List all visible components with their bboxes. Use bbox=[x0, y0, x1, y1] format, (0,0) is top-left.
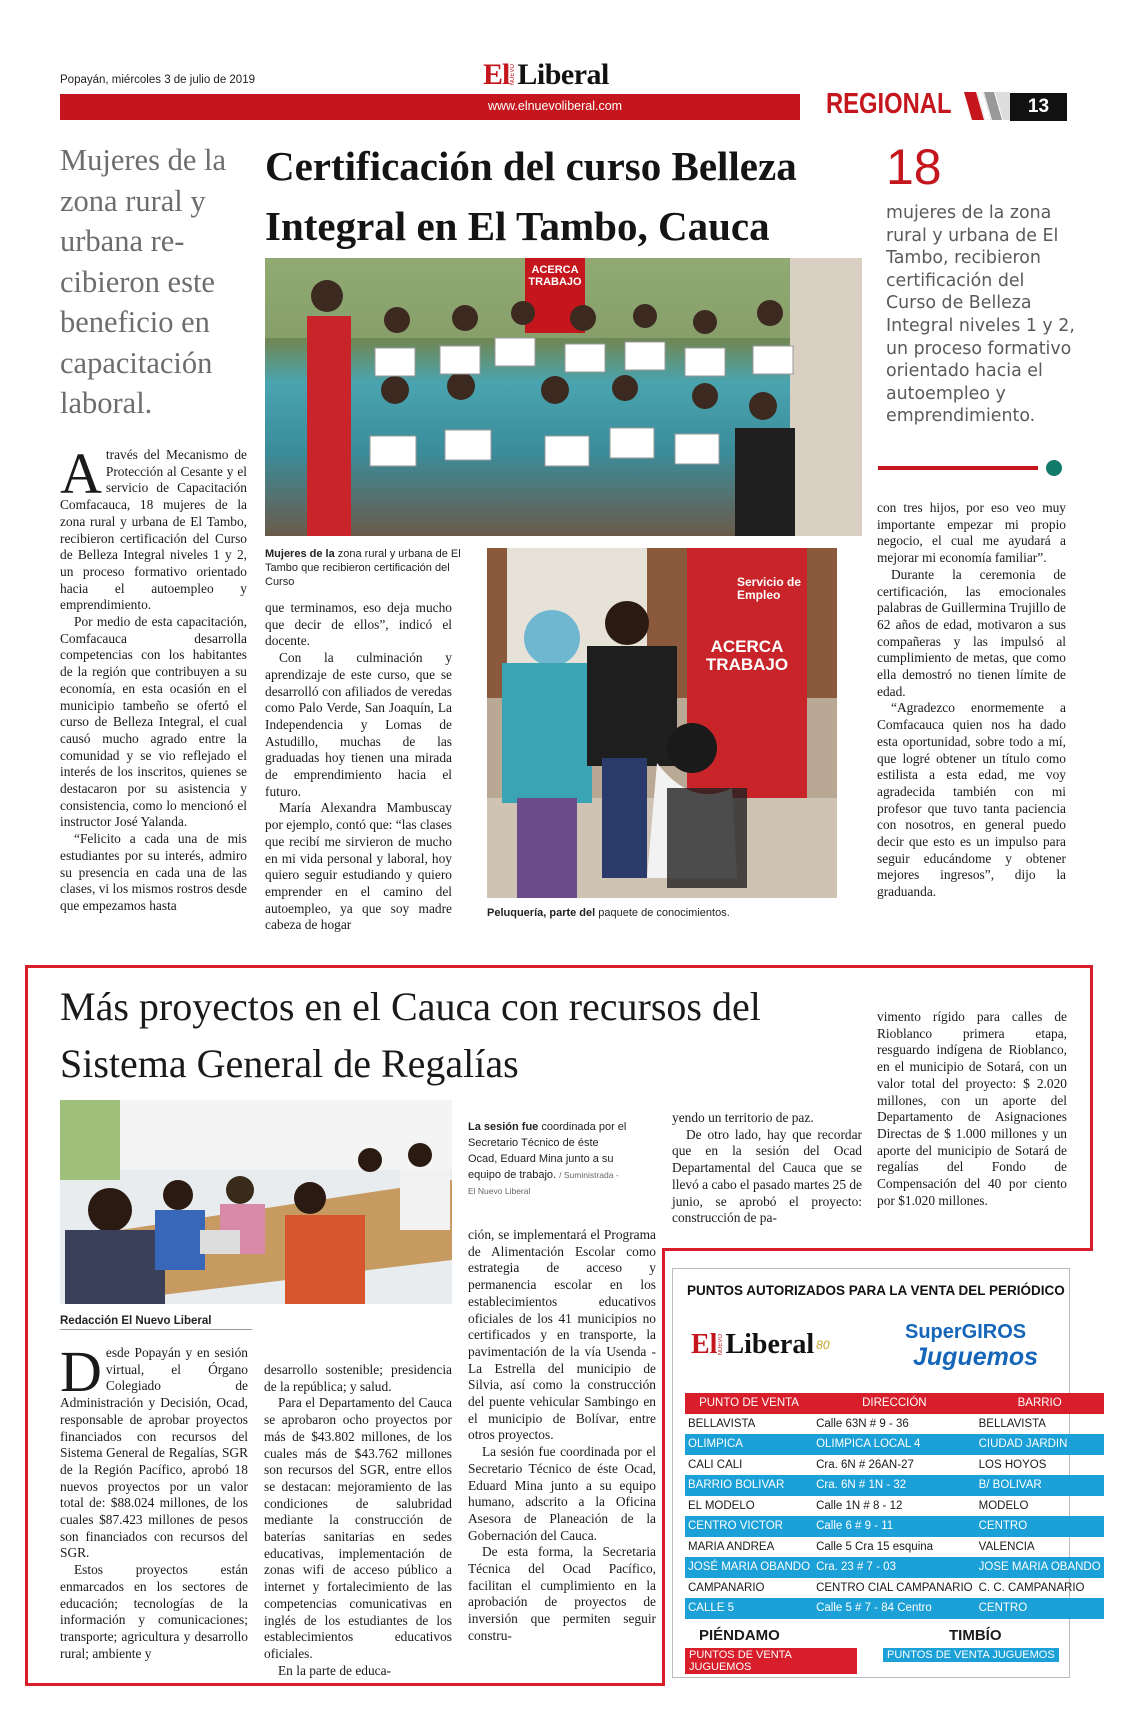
cell-punto: CALLE 5 bbox=[685, 1598, 813, 1619]
cell-punto: EL MODELO bbox=[688, 1499, 755, 1512]
article2-column-3 bbox=[468, 1227, 656, 1645]
table-row bbox=[685, 1475, 1104, 1496]
cell-punto: CENTRO VICTOR bbox=[685, 1516, 813, 1537]
article1-column-1 bbox=[60, 441, 247, 915]
cell-direccion: CENTRO CIAL CAMPANARIO bbox=[816, 1581, 973, 1594]
photo1-banner: ACERCA TRABAJO bbox=[528, 264, 582, 288]
graduates-illustration bbox=[265, 258, 862, 536]
article2-column-4 bbox=[672, 1110, 862, 1227]
article1-col1-p1: través del Mecanismo de Protección al Cesante y el servicio de Capacitación Comfacauca, 18 mujeres de la zona rural y urbana de El Tambo, recibieron certificación del Curso de Belleza Integral niveles 1 y 2, un proceso formativo orientado hacia el autoempleo y emprendimiento. bbox=[60, 447, 247, 613]
sales-points-ad bbox=[672, 1268, 1101, 1678]
article2-column-2 bbox=[264, 1362, 452, 1679]
cell-punto: BARRIO BOLIVAR bbox=[685, 1475, 813, 1496]
cell-barrio: LOS HOYOS bbox=[978, 1458, 1047, 1471]
table-row bbox=[685, 1578, 1104, 1599]
stat-number: 18 bbox=[886, 139, 942, 195]
article2-col2-p1: desarrollo sostenible; presidencia de la república; y salud. bbox=[264, 1362, 452, 1394]
article1-dropcap: A bbox=[60, 441, 102, 506]
article2-byline: Redacción El Nuevo Liberal bbox=[60, 1315, 252, 1330]
sales-points-table-wrap bbox=[685, 1393, 1101, 1619]
article2-col1-p2: Estos proyectos están enmarcados en los sectores de educación; tecnologías de la información y comunicaciones; transporte; agricultura y desarrollo rural; ambiente y bbox=[60, 1562, 248, 1661]
cell-barrio: B/ BOLIVAR bbox=[976, 1475, 1104, 1496]
cell-direccion: Calle 6 # 9 - 11 bbox=[813, 1516, 976, 1537]
article1-col3-p3: “Agradezco enormemente a Comfacauca quien nos ha dado esta oportunidad, sobre todo a mí, que logré obtener un título como estilista a esta edad, me voy agradecida también con mi profesor que tuvo tanta paciencia con nosotros, en general puedo decir que esto es un impulso para seguir educándome y obtener mejores ingresos”, dijo la graduanda. bbox=[877, 700, 1066, 900]
cell-barrio: JOSE MARIA OBANDO bbox=[976, 1557, 1104, 1578]
table-row bbox=[685, 1557, 1104, 1578]
article1-col2-p3: María Alexandra Mambuscay por ejemplo, contó que: “las clases que recibí me sirvieron de mucho en mi vida personal y laboral, hoy quiero seguir estudiando y quiero emprender en el camino del autoempleo, ya que soy madre cabeza de hogar bbox=[265, 800, 452, 933]
article2-photo-caption bbox=[468, 1119, 628, 1199]
cell-direccion: Cra. 6N # 26AN-27 bbox=[816, 1458, 914, 1471]
ad-title: PUNTOS AUTORIZADOS PARA LA VENTA DEL PERIÓDICO bbox=[687, 1283, 1065, 1298]
header-punto: PUNTO DE VENTA bbox=[699, 1397, 799, 1410]
article2-dropcap: D bbox=[60, 1339, 102, 1404]
article1-col1-p2: Por medio de esta capacitación, Comfacauca desarrolla competencias con los habitantes de la región que contribuyen a su economía, en esta ocasión en el municipio tambeño se ofertó el curso de Belleza Integral, el cual causó mucho agrado entre la comunidad y se vio reflejado el interés de los inscritos, quienes se destacaron por su asistencia y consistencia, como lo mencionó el instructor José Yalanda. bbox=[60, 614, 247, 830]
cell-direccion: Cra. 6N # 1N - 32 bbox=[813, 1475, 976, 1496]
article2-col5-p1: vimento rígido para calles de Rioblanco primera etapa, resguardo indígena de Rioblanco, en el municipio de Sotará, con un valor total del proyecto: $ 2.020 millones, con un aporte del Departamento de Asignaciones Directas de $ 1.000 millones y un aporte del municipio de Sotará de regalías del Fondo de Compensación del 40 por ciento por $1.020 millones. bbox=[877, 1009, 1067, 1208]
photo2-banner-acerca: ACERCA TRABAJO bbox=[705, 637, 789, 674]
table-row bbox=[685, 1414, 1104, 1435]
cell-direccion: Calle 1N # 8 - 12 bbox=[816, 1499, 903, 1512]
meeting-illustration bbox=[60, 1100, 452, 1304]
page-number: 13 bbox=[1010, 93, 1067, 121]
logo-el: El bbox=[483, 58, 510, 91]
cell-direccion: Cra. 23 # 7 - 03 bbox=[813, 1557, 976, 1578]
logo-liberal: Liberal bbox=[517, 58, 609, 91]
article2-column-5 bbox=[877, 1009, 1067, 1209]
article2-photo-meeting bbox=[60, 1100, 452, 1304]
footer-timbio-title: TIMBÍO bbox=[949, 1627, 1002, 1644]
header-red-bar bbox=[60, 94, 800, 120]
cell-barrio: C. C. CAMPANARIO bbox=[978, 1581, 1085, 1594]
cell-direccion: Calle 5 Cra 15 esquina bbox=[816, 1540, 934, 1553]
article1-col2-p2: Con la culminación y aprendizaje de este curso, que se desarrolló con afiliados de veredas como Palo Verde, San Joaquín, La Independencia y Lomas de Astudillo, muchas de las graduadas hoy tienen una mirada de emprendimiento hacia el futuro. bbox=[265, 650, 452, 799]
article2-col4-p2: De otro lado, hay que recordar que en la sesión del Ocad Departamental del Cauca que se llevó a cabo el pasado martes 25 de junio, se aprobó el proyecto: construcción de pa- bbox=[672, 1126, 862, 1226]
article1-photo2-caption bbox=[487, 906, 847, 920]
supergiros-logo: SuperGIROS bbox=[905, 1321, 1027, 1343]
sales-points-table bbox=[685, 1393, 1104, 1619]
article2-photo-credit: / Suministrada - El Nuevo Liberal bbox=[468, 1170, 619, 1196]
table-row bbox=[685, 1537, 1104, 1558]
article1-col3-p2: Durante la ceremonia de certificación, las emocionales palabras de Guillermina Trujillo de 62 años de edad, motivaron a sus compañeras y las impulsó al cumplimiento de metas, que como ella demostró no tienen límite de edad. bbox=[877, 566, 1066, 699]
article1-col3-p1: con tres hijos, por eso veo muy importante empezar mi propio negocio, el cual me ayudará a mejorar mi economía familiar”. bbox=[877, 500, 1066, 566]
article1-column-2 bbox=[265, 600, 452, 934]
header-barrio: BARRIO bbox=[1017, 1397, 1062, 1410]
footer-piendamo-title: PIÉNDAMO bbox=[699, 1627, 780, 1644]
cell-barrio: MODELO bbox=[978, 1499, 1029, 1512]
cell-barrio: VALENCIA bbox=[978, 1540, 1035, 1553]
ad-logo-liberal: Liberal bbox=[725, 1329, 815, 1360]
cell-direccion: Calle 63N # 9 - 36 bbox=[816, 1417, 909, 1430]
table-row bbox=[685, 1434, 1104, 1455]
stat-text: mujeres de la zona rural y urbana de El Tambo, recibieron certificación del Curso de Belleza Integral niveles 1 y 2, un proceso formativo orientado hacia el autoempleo y emprendimiento. bbox=[886, 203, 1075, 427]
table-row bbox=[685, 1496, 1104, 1517]
article2-frame-right bbox=[662, 1248, 1093, 1251]
section-stripes-icon bbox=[964, 92, 1010, 120]
photo1-caption-text: zona rural y urbana de El Tambo que recibieron certificación del Curso bbox=[265, 548, 461, 588]
table-row bbox=[685, 1516, 1104, 1537]
photo1-caption-bold: Mujeres de la bbox=[265, 548, 335, 560]
article2-col3-p3: De esta forma, la Secretaria Técnica del Ocad Pacífico, facilitan el cumplimiento en la aprobación de proyectos de inversión que permiten seguir constru- bbox=[468, 1544, 656, 1643]
cell-punto: OLIMPICA bbox=[685, 1434, 813, 1455]
cell-punto: CAMPANARIO bbox=[688, 1581, 765, 1594]
article2-col3-p2: La sesión fue coordinada por el Secretario Técnico de éste Ocad, Eduard Mina junto a su equipo humano, adscrito a la Oficina Asesora de Planeación de la Gobernación del Cauca. bbox=[468, 1444, 656, 1543]
cell-punto: MARIA ANDREA bbox=[688, 1540, 775, 1553]
dateline: Popayán, miércoles 3 de julio de 2019 bbox=[60, 74, 255, 86]
ad-logo-el: El bbox=[691, 1329, 718, 1360]
table-header-row bbox=[685, 1393, 1104, 1414]
article2-column-1 bbox=[60, 1339, 248, 1662]
article2-col2-p2: Para el Departamento del Cauca se aprobaron ocho proyectos por más de $43.802 millones, de los cuales más de $43.762 millones son recursos del SGR, entre ellos se destacan: mejoramiento de las condiciones de salubridad mediante la construcción de baterías sanitarias en sedes educativas, implementación de zonas wifi de acceso público a internet y fortalecimiento de las competencias comunicativas en inglés de los estudiantes de los establecimientos educativos oficiales. bbox=[264, 1395, 452, 1661]
cell-direccion: OLIMPICA LOCAL 4 bbox=[813, 1434, 976, 1455]
table-row bbox=[685, 1455, 1104, 1476]
ad-logo-anniv: 80 bbox=[816, 1338, 830, 1352]
article2-col2-p3: En la parte de educa- bbox=[278, 1662, 392, 1678]
stat-dot-icon bbox=[1046, 460, 1062, 476]
article1-column-3 bbox=[877, 500, 1066, 901]
cell-barrio: BELLAVISTA bbox=[978, 1417, 1046, 1430]
stat-rule bbox=[878, 466, 1038, 470]
article2-col3-p1: ción, se implementará el Programa de Alimentación Escolar como estrategia de acceso y permanencia escolar en los establecimientos educativos oficiales de los 41 municipios no certificados y en transporte, la pavimentación de la vía Usenda - La Estrella del municipio de Silvia, así como la construcción del puente vehicular Sambingo en el municipio de Bolívar, entre otros proyectos. bbox=[468, 1227, 656, 1443]
juguemos-logo: Juguemos bbox=[913, 1343, 1039, 1371]
logo-nuevo: NUEVO bbox=[510, 64, 517, 86]
article2-col1-p1: esde Popayán y en sesión virtual, el Órgano Colegiado de Administración y Decisión, Ocad, responsable de aprobar proyectos financiados con recursos del Sistema General de Regalías, SGR de la Región Pacífico, aprobó 18 nuevos proyectos por un valor total de: $88.024 millones, de los cuales $87.423 millones de pesos son financiados con recursos del SGR. bbox=[60, 1345, 248, 1561]
photo2-caption-text: paquete de conocimientos. bbox=[598, 907, 730, 919]
article2-caption-bold: La sesión fue bbox=[468, 1121, 539, 1133]
footer-timbio-sub: PUNTOS DE VENTA JUGUEMOS bbox=[883, 1648, 1059, 1662]
article1-photo-hairdressing bbox=[487, 548, 837, 898]
article1-title: Certificación del curso Belleza Integral en El Tambo, Cauca bbox=[265, 143, 797, 249]
cell-punto: CALI CALI bbox=[688, 1458, 743, 1471]
cell-punto: BELLAVISTA bbox=[688, 1417, 756, 1430]
header-direccion: DIRECCIÓN bbox=[862, 1397, 927, 1410]
article2-col4-p1: yendo un territorio de paz. bbox=[672, 1110, 814, 1125]
cell-direccion: Calle 5 # 7 - 84 Centro bbox=[813, 1598, 976, 1619]
photo2-caption-bold: Peluquería, parte del bbox=[487, 907, 596, 919]
website-link[interactable]: www.elnuevoliberal.com bbox=[488, 99, 623, 113]
article2-caption-text: coordinada por el Secretario Técnico de éste Ocad, Eduard Mina junto a su equipo de trabajo. bbox=[468, 1121, 627, 1181]
cell-barrio: CENTRO bbox=[976, 1516, 1104, 1537]
article1-photo1-caption bbox=[265, 547, 475, 589]
article2-title: Más proyectos en el Cauca con recursos del Sistema General de Regalías bbox=[60, 984, 761, 1086]
article1-photo-graduates bbox=[265, 258, 862, 536]
footer-piendamo-sub: PUNTOS DE VENTA JUGUEMOS bbox=[685, 1648, 857, 1674]
article1-col2-p1: que terminamos, eso deja mucho que decir de ellos”, indicó el docente. bbox=[265, 600, 452, 649]
table-row bbox=[685, 1598, 1104, 1619]
ad-logo bbox=[691, 1329, 830, 1361]
masthead-logo[interactable] bbox=[483, 58, 609, 92]
ad-logo-nuevo: NUEVO bbox=[718, 1334, 725, 1356]
article1-col1-p3: “Felicito a cada una de mis estudiantes por su interés, admiro su presencia en cada una de las clases, vi los mismos rostros desde que empezamos hasta bbox=[60, 831, 247, 913]
cell-barrio: CIUDAD JARDIN bbox=[976, 1434, 1104, 1455]
cell-punto: JOSÉ MARIA OBANDO bbox=[685, 1557, 813, 1578]
section-label: REGIONAL bbox=[826, 88, 952, 120]
cell-barrio: CENTRO bbox=[976, 1598, 1104, 1619]
article1-kicker: Mujeres de la zona rural y urbana re-cibieron este beneficio en capacitación laboral. bbox=[60, 143, 226, 420]
photo2-banner-empleo: Servicio de Empleo bbox=[737, 575, 802, 602]
